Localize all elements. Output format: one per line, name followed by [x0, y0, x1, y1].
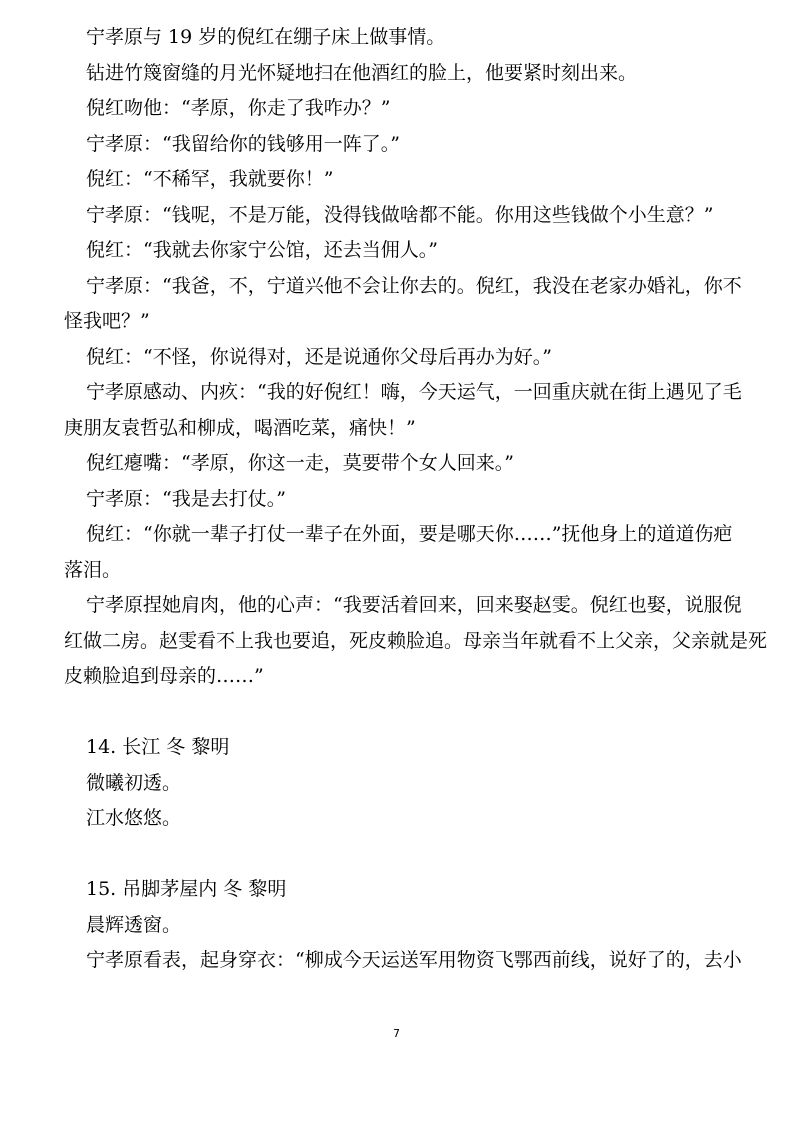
text-line: 钻进竹篾窗缝的月光怀疑地扫在他酒红的脸上，他要紧时刻出来。 — [86, 61, 638, 84]
text-line-continuation: 皮赖脸追到母亲的……” — [64, 665, 264, 687]
text-line-continuation: 庚朋友袁哲弘和柳成，喝酒吃菜，痛快！” — [64, 416, 416, 439]
text-line: 晨辉透窗。 — [86, 913, 182, 936]
text-line: 宁孝原：“我留给你的钱够用一阵了。” — [86, 132, 400, 155]
scene-heading-15: 15. 吊脚茅屋内 冬 黎明 — [86, 878, 287, 900]
blank-line — [86, 837, 714, 873]
text-line-continuation: 落泪。 — [64, 558, 122, 581]
text-line: 宁孝原：“我是去打仗。” — [86, 487, 286, 510]
page-number: 7 — [393, 1027, 400, 1040]
text-line: 倪红：“你就一辈子打仗一辈子在外面，要是哪天你……”抚他身上的道道伤疤 — [86, 523, 733, 545]
text-line: 倪红瘪嘴：“孝原，你这一走，莫要带个女人回来。” — [86, 452, 514, 474]
text-line-continuation: 怪我吧？” — [64, 310, 150, 332]
blank-line — [86, 695, 714, 731]
text-line: 宁孝原：“钱呢，不是万能，没得钱做啥都不能。你用这些钱做个小生意？” — [86, 203, 714, 226]
text-line: 宁孝原感动、内疚：“我的好倪红！嗨，今天运气，一回重庆就在街上遇见了毛 — [86, 381, 742, 403]
text-line: 微曦初透。 — [86, 771, 182, 794]
text-line: 倪红：“不稀罕，我就要你！” — [86, 168, 334, 190]
text-line: 倪红：“不怪，你说得对，还是说通你父母后再办为好。” — [86, 345, 552, 368]
text-line-continuation: 红做二房。赵雯看不上我也要追，死皮赖脸追。母亲当年就看不上父亲，父亲就是死 — [64, 629, 768, 652]
text-line: 宁孝原看表，起身穿衣：“柳成今天运送军用物资飞鄂西前线，说好了的，去小 — [86, 949, 742, 971]
text-line: 倪红吻他：“孝原，你走了我咋办？” — [86, 97, 391, 119]
text-line: 宁孝原捏她肩肉，他的心声：“我要活着回来，回来娶赵雯。倪红也娶，说服倪 — [86, 594, 742, 616]
document-body — [64, 20, 768, 979]
text-line: 江水悠悠。 — [86, 807, 182, 829]
text-line: 宁孝原与 19 岁的倪红在绷子床上做事情。 — [86, 26, 446, 48]
scene-heading-14: 14. 长江 冬 黎明 — [86, 736, 230, 758]
text-line: 宁孝原：“我爸，不，宁道兴他不会让你去的。倪红，我没在老家办婚礼，你不 — [86, 274, 742, 297]
text-line: 倪红：“我就去你家宁公馆，还去当佣人。” — [86, 239, 438, 261]
